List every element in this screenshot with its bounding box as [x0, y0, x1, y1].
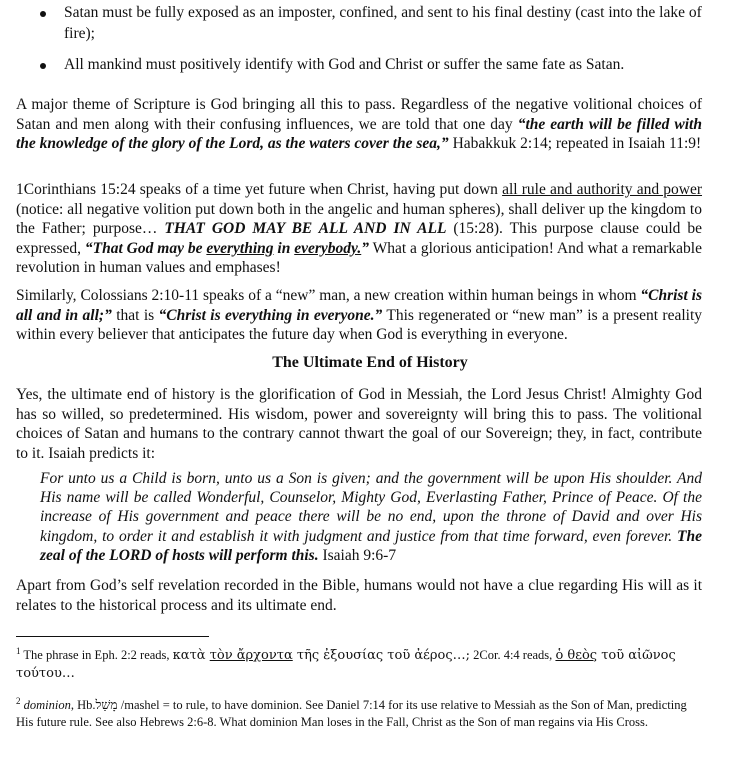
paragraph-colossians: Similarly, Colossians 2:10-11 speaks of a “new” man, a new creation within human beings in whom “Christ is all and in all;” that is “Christ is everything in everyone.” This regenerated or “new man” is a present reality within every believer that anticipates the future day when God is everything in everyone. — [16, 287, 702, 343]
footnote-separator — [16, 636, 209, 637]
bullet-item: All mankind must positively identify with God and Christ or suffer the same fate as Satan. — [38, 54, 708, 75]
bullet-item: Satan must be fully exposed as an imposter, confined, and sent to his final destiny (cast into the lake of fire); — [38, 2, 708, 44]
isaiah-quote: For unto us a Child is born, unto us a Son is given; and the government will be upon His shoulder. And His name will be called Wonderful, Counselor, Mighty God, Everlasting Father, Prince of Peace. Of the increase of His government and peace there will be no end, upon the throne of David and over His kingdom, to order it and establish it with judgment and justice from that time forward, even forever. The zeal of the LORD of hosts will perform this. Isaiah 9:6-7 — [40, 470, 702, 564]
bullet-dot-icon — [40, 11, 46, 17]
paragraph-habakkuk: A major theme of Scripture is God bringing all this to pass. Regardless of the negative volitional choices of Satan and men along with their confusing influences, we are told that one day “the earth will be filled with the knowledge of the glory of the Lord, as the waters cover the sea,” Habakkuk 2:14; repeated in Isaiah 11:9! — [16, 96, 702, 152]
paragraph-closing: Apart from God’s self revelation recorded in the Bible, humans would not have a clue regarding His will as it relates to the historical process and its ultimate end. — [16, 577, 702, 614]
paragraph-ultimate-end: Yes, the ultimate end of history is the glorification of God in Messiah, the Lord Jesus Christ! Almighty God has so willed, so predetermined. His wisdom, power and sovereignty will bring this to pass. The volitional choices of Satan and humans to the contrary cannot thwart the goal of our Sovereign; they, in fact, contribute to it. Isaiah predicts it: — [16, 386, 702, 462]
bullet-list — [38, 2, 708, 85]
paragraph-corinthians: 1Corinthians 15:24 speaks of a time yet future when Christ, having put down all rule and authority and power (notice: all negative volition put down both in the angelic and human spheres), shall deliver up the kingdom to the Father; purpose… THAT GOD MAY BE ALL AND IN ALL (15:28). This purpose clause could be expressed, “That God may be everything in everybody.” What a glorious anticipation! And what a remarkable revolution in human values and emphases! — [16, 181, 703, 276]
bullet-dot-icon — [40, 63, 46, 69]
footnote-2: $^2$ dominion, Hb.מָשַׁל /mashel = to rule, to have dominion. See Daniel 7:14 for its use relative to Messiah as the Son of Man, predicting His future rule. See also Hebrews 2:6-8. What dominion Man loses in the Fall, Christ as the Son of man regains via His Cross. — [16, 695, 687, 729]
section-heading: The Ultimate End of History — [272, 354, 468, 371]
footnote-1: $^1$ The phrase in Eph. 2:2 reads, κατὰ τὸν ἄρχοντα τῆς ἐξουσίας τοῦ ἀέρος…; 2Cor. 4:4 reads, ὁ θεὸς τοῦ αἰῶνος τούτου… — [16, 645, 676, 681]
